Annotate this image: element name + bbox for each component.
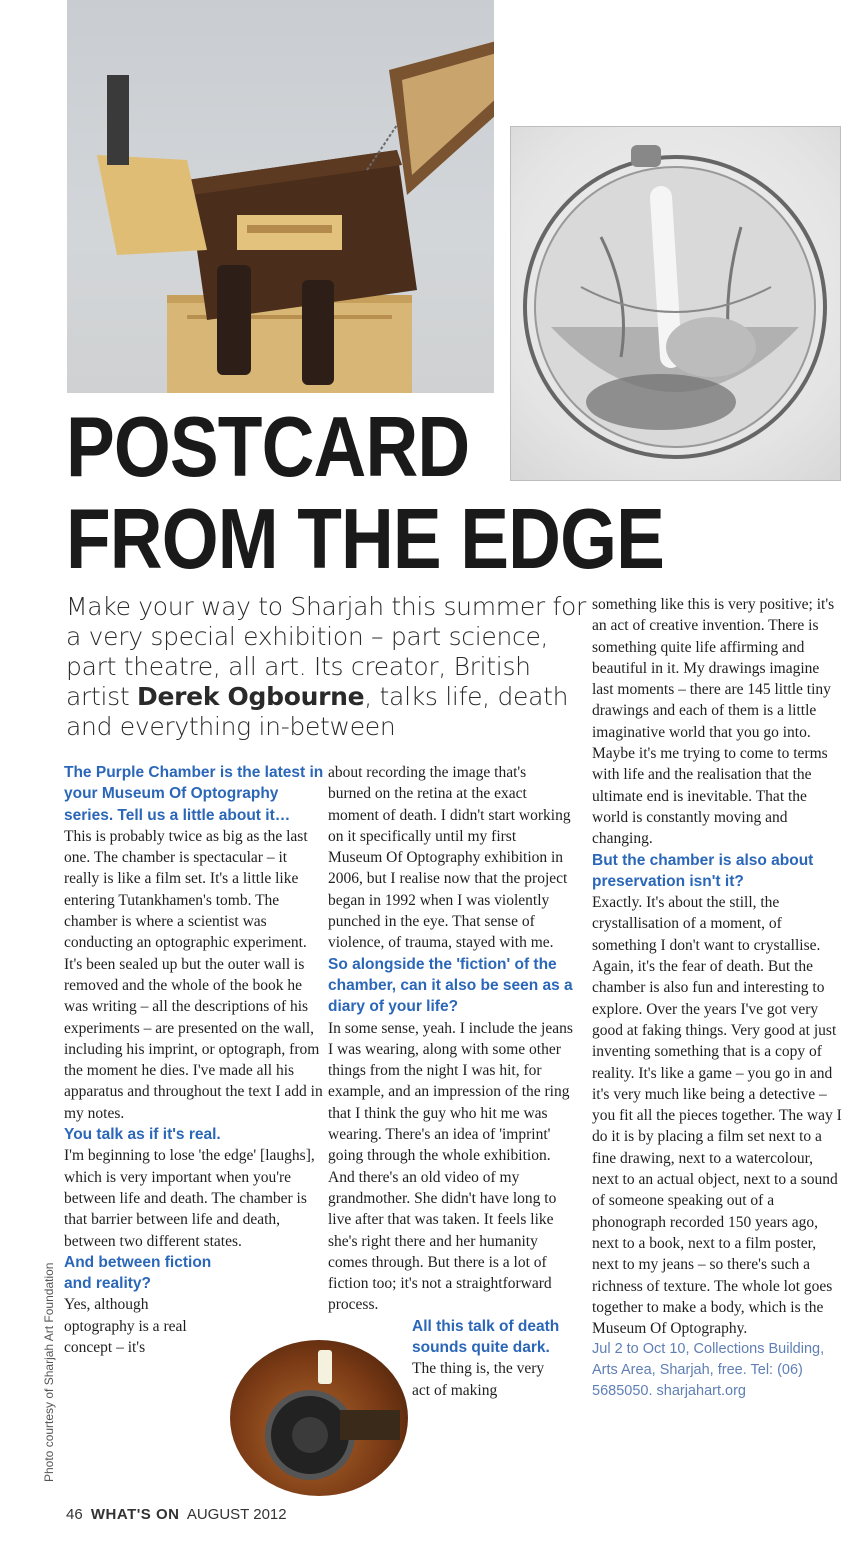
question-5: All this talk of death sounds quite dark. xyxy=(412,1317,560,1357)
article-column-2 xyxy=(328,762,573,1401)
standfirst xyxy=(66,592,586,742)
standfirst-intro: Make your way to Sharjah this summer for a very special exhibition – part science, part theatre, all art. Its creator, British artist xyxy=(66,592,587,711)
question-2: You talk as if it's real. xyxy=(64,1126,221,1144)
standfirst-outro: , talks life, death and everything in-between xyxy=(66,682,569,741)
answer-5-start: The thing is, the very act of making xyxy=(412,1360,545,1399)
question-6: But the chamber is also about preservation isn't it? xyxy=(592,851,814,890)
photo-credit: Photo courtesy of Sharjah Art Foundation xyxy=(42,1262,56,1482)
question-1: The Purple Chamber is the latest in your Museum Of Optography series. Tell us a little about it… xyxy=(64,764,324,824)
answer-3-end: about recording the image that's burned on the retina at the exact moment of death. I didn't start working on it specifically until my first Museum Of Optography exhibition in 2006, but I realise now that the project began in 1992 when I was violently punched in the eye. That sense of violence, of trauma, stayed with me. xyxy=(328,764,571,952)
page-number: 46 xyxy=(66,1506,83,1523)
answer-3-start: Yes, although optography is a real concept – it's xyxy=(64,1296,187,1357)
article-column-3 xyxy=(592,594,842,1402)
headline xyxy=(66,402,664,586)
issue-date: AUGUST 2012 xyxy=(186,1506,287,1523)
answer-2: I'm beginning to lose 'the edge' [laughs], which is very important when you're between life and death. The chamber is that barrier between life and death, between two different states. xyxy=(64,1147,315,1250)
answer-1: This is probably twice as big as the last one. The chamber is spectacular – it really is like a film set. It's a little like entering Tutankhamen's tomb. The chamber is where a scientist was conducting an optographic experiment. It's been sealed up but the outer wall is removed and the whole of the book he was writing – all the descriptions of his experiments – are presented on the wall, including his imprint, or optograph, from the moment he dies. I've made all his apparatus and throughout the text I add in my notes. xyxy=(64,827,323,1122)
magazine-name: WHAT'S ON xyxy=(90,1506,180,1523)
event-info: Jul 2 to Oct 10, Collections Building, Arts Area, Sharjah, free. Tel: (06) 5685050. sharjahart.org xyxy=(592,1341,825,1400)
answer-4: In some sense, yeah. I include the jeans I was wearing, along with some other things from the night I was hit, for example, and an impression of the ring that I think the guy who hit me was wearing. There's an idea of 'imprint' going through the whole exhibition. And there's an old video of my grandmother. She didn't have long to live after that was taken. It feels like she's right there and her humanity comes through. But there is a lot of fiction too; it's not a straightforward process. xyxy=(328,1019,573,1314)
article-column-1 xyxy=(64,762,324,1358)
question-4: So alongside the 'fiction' of the chamber, can it also be seen as a diary of your life? xyxy=(328,955,573,1016)
question-3: And between fiction and reality? xyxy=(64,1253,212,1293)
headline-line-2: FROM THE EDGE xyxy=(66,492,665,587)
page-footer xyxy=(66,1506,287,1523)
answer-6: Exactly. It's about the still, the crystallisation of a moment, of something I don't want to crystallise. Again, it's the fear of death. But the chamber is also fun and interesting to explore. Over the years I've got very good at faking things. Very good at just inventing something that is a copy of reality. It's like a game – you go in and it's very much like being a detective – you fit all the pieces together. The way I do it is by placing a film set next to a fine drawing, next to a watercolour, next to an actual object, next to a sound of someone speaking out of a phonograph recorded 150 years ago, next to a book, next to a film poster, next to my jeans – so there's such a richness of texture. The whole lot goes together to make a body, which is the Museum Of Optography. xyxy=(592,894,842,1338)
headline-line-1: POSTCARD xyxy=(66,400,470,495)
artist-name: Derek Ogbourne xyxy=(137,682,365,711)
answer-5-end: something like this is very positive; it's an act of creative invention. There is something quite life affirming and beautiful in it. My drawings imagine last moments – there are 145 little tiny drawings and each of them is a little imaginative world that you go into. Maybe it's me trying to come to terms with life and the realisation that the ultimate end is inevitable. That the world is constantly moving and changing. xyxy=(592,596,835,848)
photo-optography-apparatus xyxy=(67,0,494,393)
